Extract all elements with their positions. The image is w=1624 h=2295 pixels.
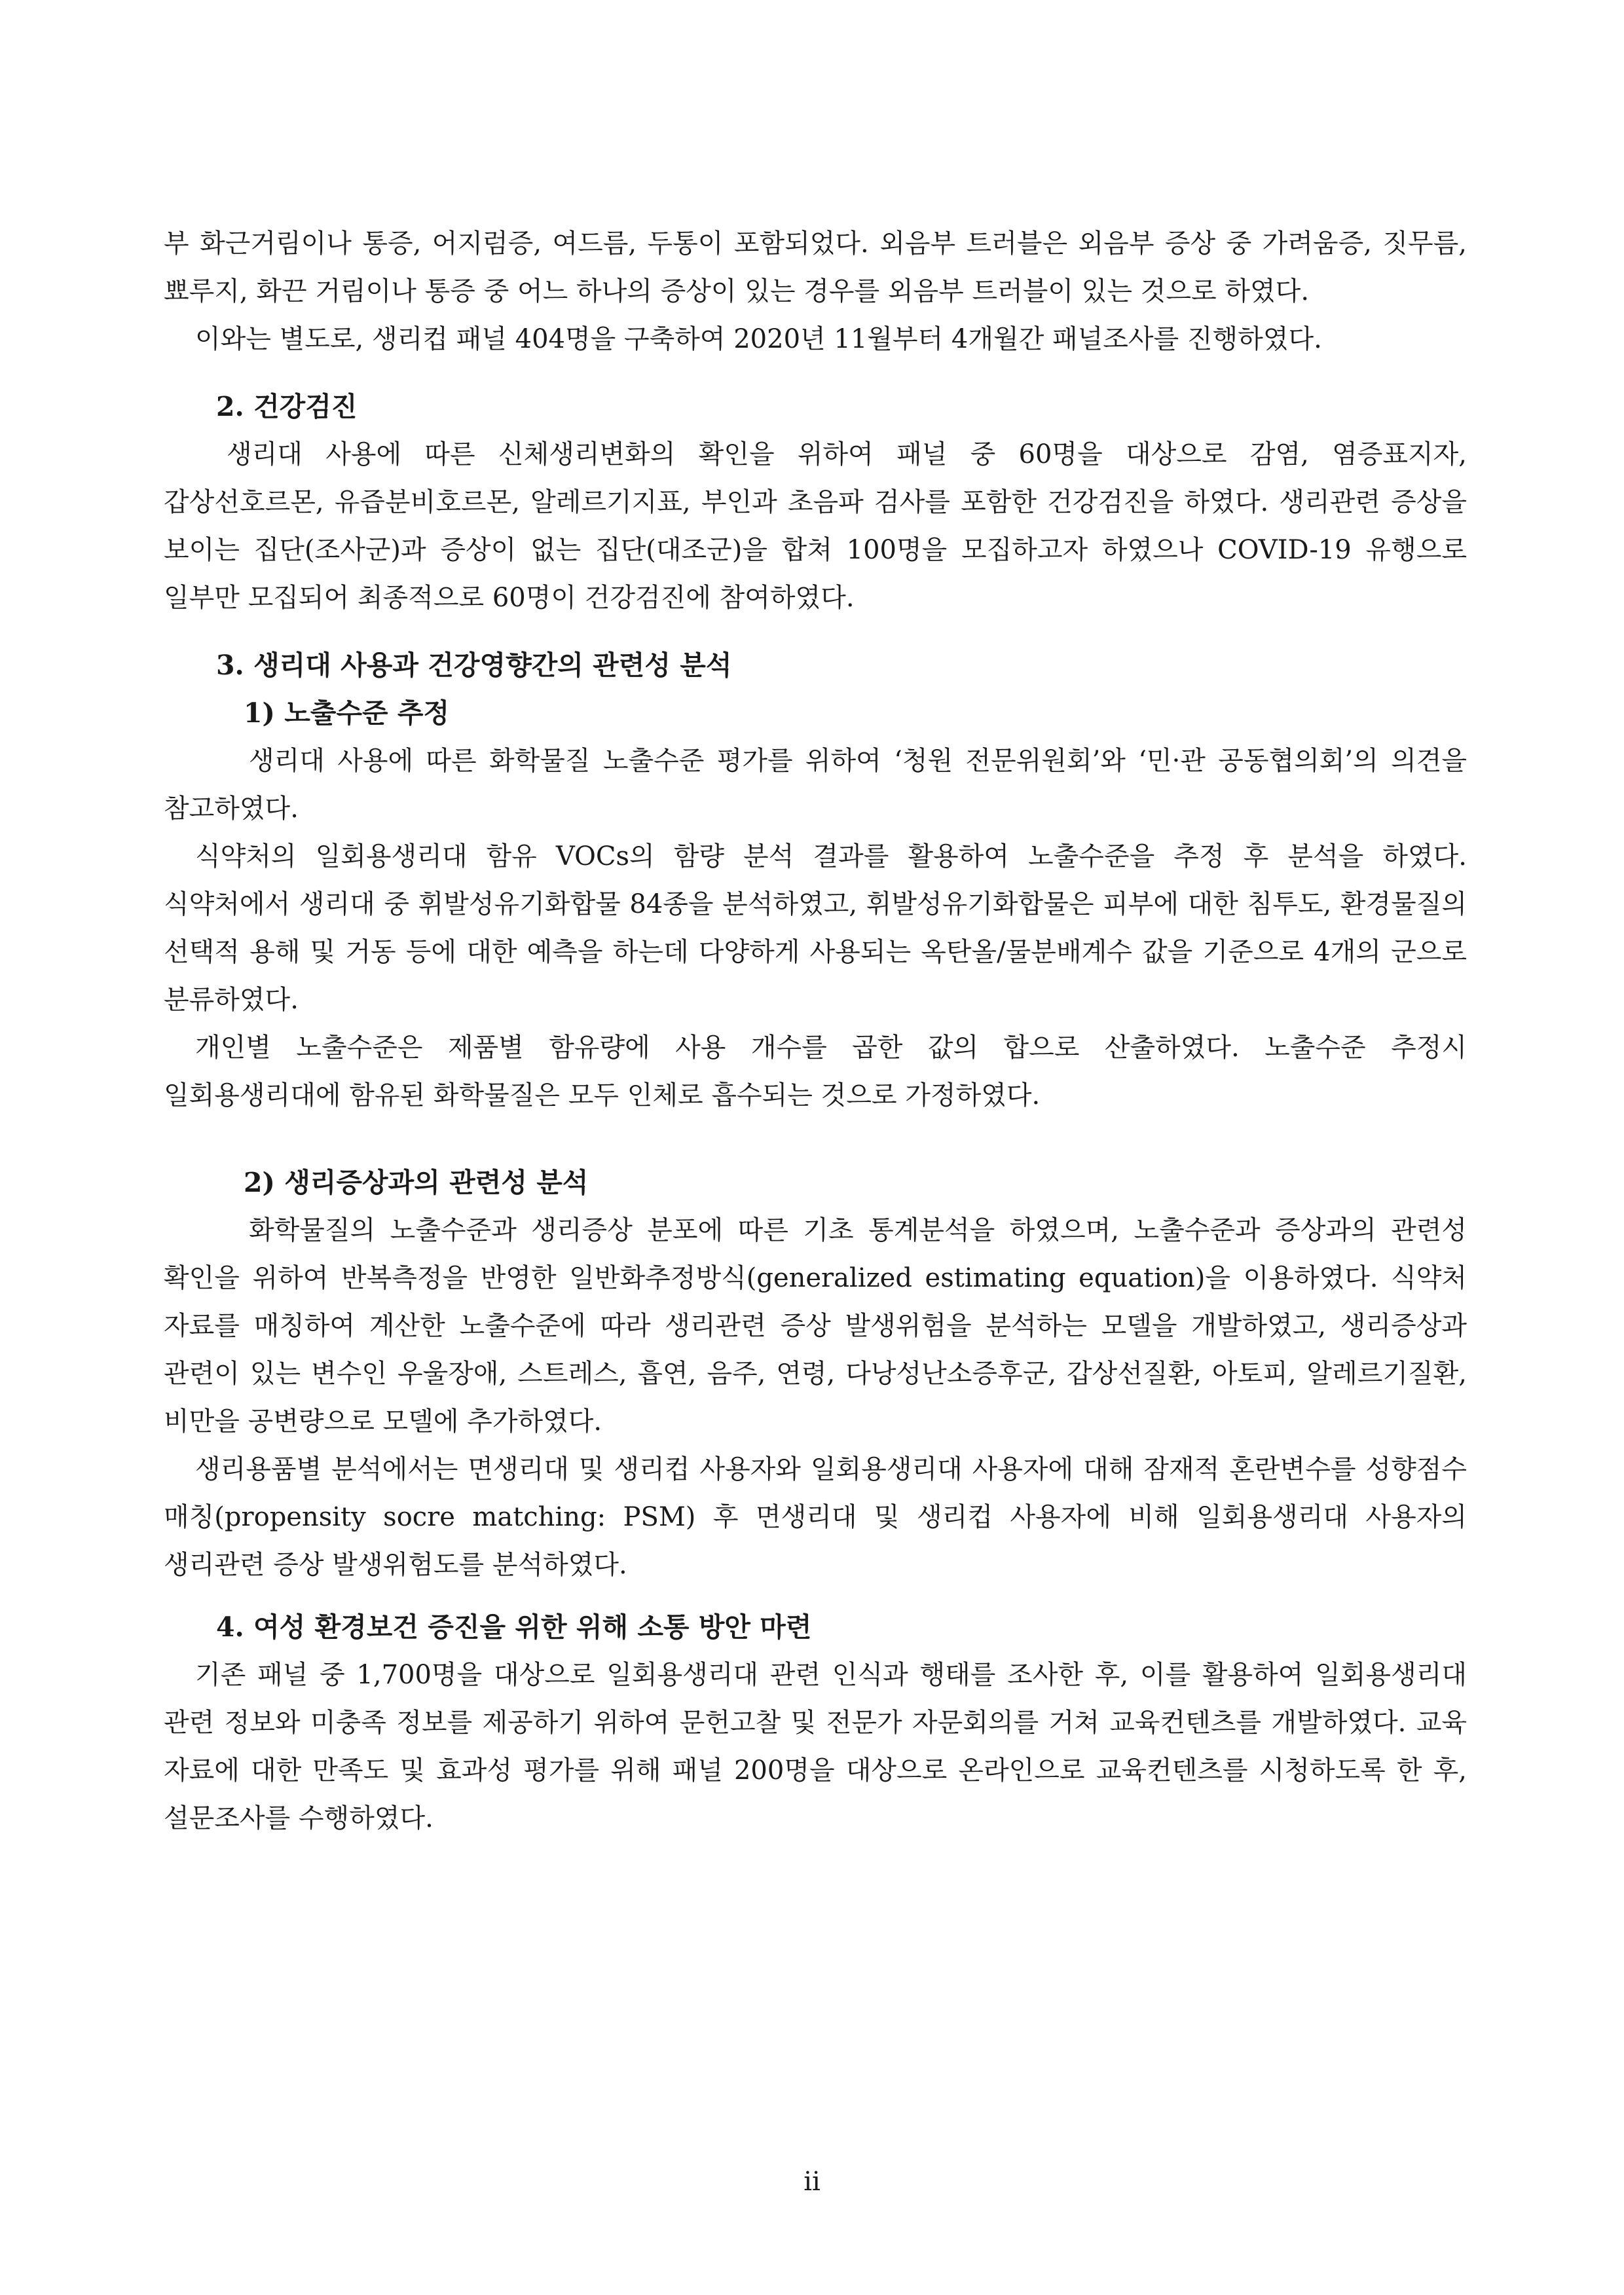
section-3-heading: 3. 생리대 사용과 건강영향간의 관련성 분석 <box>216 650 732 681</box>
section-3-2-paragraph-2: 생리용품별 분석에서는 면생리대 및 생리컵 사용자와 일회용생리대 사용자에 대해 잠재적 혼란변수를 성향점수 매칭(propensity socre matching: PSM) 후 면생리대 및 생리컵 사용자에 비해 일회용생리대 사용자의 생리관련 증상 발생위험도를 분석하였다. <box>164 1454 1467 1580</box>
page-number: ii <box>803 2167 821 2197</box>
section-3-1-paragraph-1: 생리대 사용에 따른 화학물질 노출수준 평가를 위하여 ‘청원 전문위원회’와 ‘민·관 공동협의회’의 의견을 참고하였다. <box>164 746 1467 824</box>
page-body <box>164 220 1467 1843</box>
section-4-paragraph: 기존 패널 중 1,700명을 대상으로 일회용생리대 관련 인식과 행태를 조사한 후, 이를 활용하여 일회용생리대 관련 정보와 미충족 정보를 제공하기 위하여 문헌고찰 및 전문가 자문회의를 거쳐 교육컨텐츠를 개발하였다. 교육 자료에 대한 만족도 및 효과성 평가를 위해 패널 200명을 대상으로 온라인으로 교육컨텐츠를 시청하도록 한 후, 설문조사를 수행하였다. <box>164 1660 1467 1833</box>
section-2-paragraph: 생리대 사용에 따른 신체생리변화의 확인을 위하여 패널 중 60명을 대상으로 감염, 염증표지자, 갑상선호르몬, 유즙분비호르몬, 알레르기지표, 부인과 초음파 검사를 포함한 건강검진을 하였다. 생리관련 증상을 보이는 집단(조사군)과 증상이 없는 집단(대조군)을 합쳐 100명을 모집하고자 하였으나 COVID-19 유행으로 일부만 모집되어 최종적으로 60명이 건강검진에 참여하였다. <box>164 439 1467 613</box>
section-3-1-heading: 1) 노출수준 추정 <box>244 697 450 729</box>
spacer <box>164 1120 1467 1159</box>
section-4-heading: 4. 여성 환경보건 증진을 위한 위해 소통 방안 마련 <box>216 1611 812 1643</box>
spacer <box>164 1589 1467 1604</box>
spacer <box>164 622 1467 642</box>
intro-paragraph: 부 화근거림이나 통증, 어지럼증, 여드름, 두통이 포함되었다. 외음부 트러블은 외음부 증상 중 가려움증, 짓무름, 뾰루지, 화끈 거림이나 통증 중 어느 하나의 증상이 있는 경우를 외음부 트러블이 있는 것으로 하였다. <box>164 229 1467 306</box>
section-3-1-paragraph-2: 식약처의 일회용생리대 함유 VOCs의 함량 분석 결과를 활용하여 노출수준을 추정 후 분석을 하였다. 식약처에서 생리대 중 휘발성유기화합물 84종을 분석하였고, 휘발성유기화합물은 피부에 대한 침투도, 환경물질의 선택적 용해 및 거동 등에 대한 예측을 하는데 다양하게 사용되는 옥탄올/물분배계수 값을 기준으로 4개의 군으로 분류하였다. <box>164 841 1467 1015</box>
section-3-1-paragraph-3: 개인별 노출수준은 제품별 함유량에 사용 개수를 곱한 값의 합으로 산출하였다. 노출수준 추정시 일회용생리대에 함유된 화학물질은 모두 인체로 흡수되는 것으로 가정하였다. <box>164 1033 1467 1111</box>
spacer <box>164 363 1467 383</box>
intro-panel-paragraph: 이와는 별도로, 생리컵 패널 404명을 구축하여 2020년 11월부터 4개월간 패널조사를 진행하였다. <box>195 324 1322 354</box>
section-2-heading: 2. 건강검진 <box>216 391 358 422</box>
section-3-2-paragraph-1: 화학물질의 노출수준과 생리증상 분포에 따른 기초 통계분석을 하였으며, 노출수준과 증상과의 관련성 확인을 위하여 반복측정을 반영한 일반화추정방식(generalized estimating equation)을 이용하였다. 식약처 자료를 매칭하여 계산한 노출수준에 따라 생리관련 증상 발생위험을 분석하는 모델을 개발하였고, 생리증상과 관련이 있는 변수인 우울장애, 스트레스, 흡연, 음주, 연령, 다낭성난소증후군, 갑상선질환, 아토피, 알레르기질환, 비만을 공변량으로 모델에 추가하였다. <box>164 1215 1467 1437</box>
section-3-2-heading: 2) 생리증상과의 관련성 분석 <box>244 1167 589 1198</box>
